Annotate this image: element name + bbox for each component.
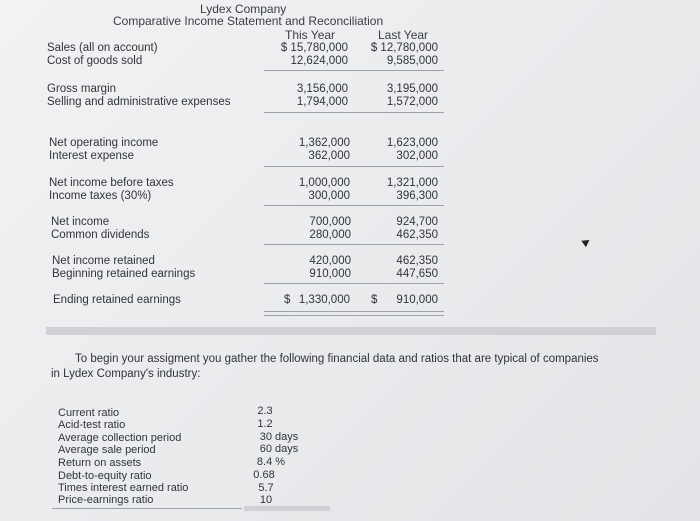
statement-title: Comparative Income Statement and Reconciliation: [113, 14, 384, 28]
ratio-value: 5.7: [258, 482, 274, 494]
this-year-value: 280,000: [309, 229, 351, 241]
subtotal-rule: [264, 112, 444, 113]
subtotal-rule: [264, 70, 444, 71]
column-header-this-year: This Year: [285, 28, 336, 42]
ratio-value: 2.3: [257, 405, 273, 417]
ratio-value: 0.68: [253, 469, 275, 481]
ratio-value: 30 days: [259, 431, 299, 443]
row-label: Net income retained: [52, 255, 155, 267]
row-label: Ending retained earnings: [53, 294, 181, 306]
ratio-label: Price-earnings ratio: [58, 494, 154, 506]
row-label: Income taxes (30%): [49, 190, 152, 202]
row-label: Sales (all on account): [47, 42, 158, 54]
last-year-value: 9,585,000: [386, 55, 438, 67]
this-year-value: $ 15,780,000: [280, 42, 348, 54]
company-name: Lydex Company: [200, 2, 287, 16]
ratio-value: 60 days: [259, 443, 299, 455]
this-year-value: 1,362,000: [298, 137, 350, 149]
this-year-value: 1,000,000: [298, 177, 350, 189]
total-double-rule: [264, 311, 444, 316]
ratio-label: Return on assets: [58, 457, 142, 469]
last-year-value: 1,572,000: [386, 96, 438, 108]
section-divider-band: [46, 327, 656, 335]
subtotal-rule: [264, 205, 444, 206]
this-year-value: 362,000: [308, 150, 350, 162]
column-header-last-year: Last Year: [378, 28, 429, 42]
ratio-label: Average sale period: [58, 444, 156, 456]
ratio-value: 10: [259, 494, 273, 506]
ratio-label: Current ratio: [58, 407, 120, 419]
this-year-value: 3,156,000: [296, 83, 348, 95]
mouse-pointer-icon: [581, 237, 591, 248]
subtotal-rule: [264, 283, 444, 284]
subtotal-rule: [264, 244, 444, 245]
last-year-value: 462,350: [396, 229, 438, 241]
row-label: Cost of goods sold: [47, 55, 143, 67]
ratio-table-rule: [52, 508, 242, 509]
row-label: Common dividends: [51, 229, 150, 241]
intro-text-line1: To begin your assigment you gather the following financial data and ratios that are typical of companies: [75, 353, 599, 365]
last-year-value: 1,623,000: [386, 137, 438, 149]
last-year-value: 910,000: [396, 294, 438, 306]
currency-symbol: $: [371, 294, 378, 306]
this-year-value: 420,000: [309, 255, 351, 267]
last-year-value: 396,300: [396, 190, 438, 202]
last-year-value: 462,350: [396, 255, 438, 267]
last-year-value: 447,650: [396, 268, 438, 280]
row-label: Net income before taxes: [49, 177, 174, 189]
ratio-label: Debt-to-equity ratio: [58, 470, 152, 482]
last-year-value: 302,000: [396, 150, 438, 162]
ratio-label: Average collection period: [58, 432, 182, 444]
subtotal-rule: [264, 166, 444, 167]
row-label: Net operating income: [49, 137, 159, 149]
ratio-table-band: [244, 506, 330, 511]
this-year-value: 1,794,000: [296, 96, 348, 108]
this-year-value: 1,330,000: [298, 294, 350, 306]
row-label: Selling and administrative expenses: [47, 96, 231, 108]
row-label: Interest expense: [49, 150, 135, 162]
last-year-value: 3,195,000: [386, 83, 438, 95]
ratio-label: Acid-test ratio: [58, 419, 126, 431]
this-year-value: 700,000: [309, 216, 351, 228]
intro-text-line2: in Lydex Company's industry:: [51, 368, 201, 380]
last-year-value: $ 12,780,000: [370, 42, 438, 54]
ratio-label: Times interest earned ratio: [58, 482, 189, 494]
ratio-value: 8.4 %: [256, 456, 286, 468]
row-label: Gross margin: [47, 83, 117, 95]
this-year-value: 910,000: [309, 268, 351, 280]
row-label: Beginning retained earnings: [52, 268, 196, 280]
this-year-value: 300,000: [308, 190, 350, 202]
ratio-value: 1.2: [257, 418, 273, 430]
currency-symbol: $: [284, 294, 291, 306]
this-year-value: 12,624,000: [290, 55, 348, 67]
last-year-value: 924,700: [396, 216, 438, 228]
row-label: Net income: [51, 216, 110, 228]
last-year-value: 1,321,000: [386, 177, 438, 189]
